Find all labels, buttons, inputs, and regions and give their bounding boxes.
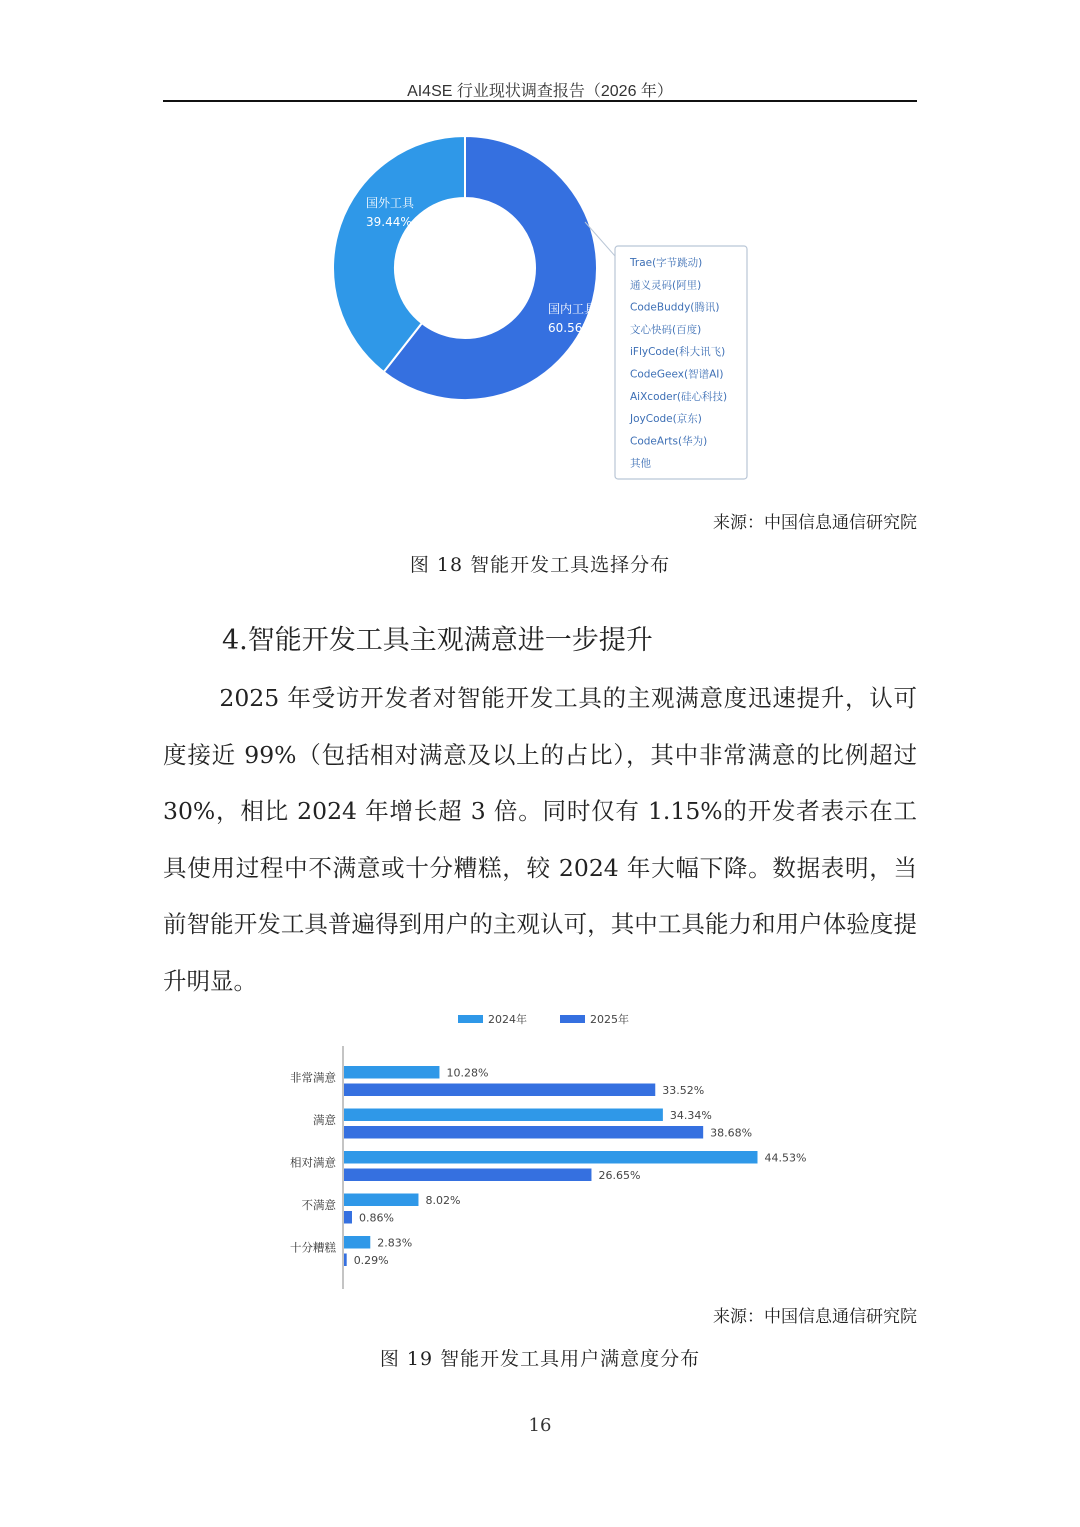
page-header: AI4SE 行业现状调查报告（2026 年）: [407, 83, 673, 100]
figure19-caption: 图 19 智能开发工具用户满意度分布: [379, 1348, 701, 1370]
bar-value-label: 0.86%: [358, 1211, 394, 1225]
tool-legend-item: CodeGeex(智谱AI): [630, 368, 724, 381]
bar-value-label: 26.65%: [598, 1169, 641, 1182]
category-label: 十分糟糕: [290, 1240, 336, 1255]
body-paragraph: 2025 年受访开发者对智能开发工具的主观满意度迅速提升，认可度接近 99%（包括相对满意及以上的占比），其中非常满意的比例超过 30%，相比 2024 年增长超 3 倍。同时仅有 1.15%的开发者表示在工具使用过程中不满意或十分糟糕，较 2024 年大幅下降。数据表明，当前智能开发工具普遍得到用户的主观认可，其中工具能力和用户体验度提升明显。: [163, 684, 917, 995]
donut-label-domestic: 国内工具: [548, 302, 597, 316]
donut-label-foreign: 国外工具: [366, 196, 415, 210]
bar-value-label: 2.83%: [377, 1236, 413, 1250]
tool-legend-item: 其他: [630, 457, 651, 470]
legend-swatch-2025年: [560, 1015, 585, 1023]
legend-label: 2024年: [488, 1013, 527, 1026]
header-rule: [163, 100, 917, 102]
tool-legend-item: Trae(字节跳动): [630, 257, 703, 269]
bar-value-label: 10.28%: [446, 1066, 489, 1080]
tool-legend-item: 文心快码(百度): [630, 323, 702, 336]
bar-2025年: [344, 1211, 352, 1224]
bar-2025年: [344, 1254, 347, 1267]
tool-legend-item: iFlyCode(科大讯飞): [630, 346, 726, 359]
bar-value-label: 34.34%: [669, 1109, 712, 1122]
bar-chart: [270, 1000, 830, 1295]
category-label: 相对满意: [290, 1155, 336, 1170]
tool-legend-item: CodeArts(华为): [630, 435, 708, 448]
page-number: 16: [528, 1415, 552, 1436]
bar-2024年: [344, 1066, 439, 1079]
bar-2025年: [344, 1084, 655, 1097]
tool-legend-item: JoyCode(京东): [630, 413, 702, 426]
bar-2024年: [344, 1236, 370, 1249]
bar-value-label: 33.52%: [662, 1084, 705, 1097]
category-label: 不满意: [301, 1198, 336, 1212]
legend-swatch-2024年: [458, 1015, 483, 1023]
bar-2024年: [344, 1194, 418, 1207]
donut-chart: [320, 135, 760, 485]
bar-2024年: [344, 1109, 663, 1122]
figure18-source: 来源：中国信息通信研究院: [713, 513, 917, 533]
tool-legend-item: 通义灵码(阿里): [630, 279, 702, 292]
tool-legend-item: AiXcoder(硅心科技): [630, 390, 728, 403]
section-heading: 4.智能开发工具主观满意进一步提升: [222, 625, 653, 656]
tool-legend-item: CodeBuddy(腾讯): [630, 301, 720, 314]
legend-label: 2025年: [590, 1013, 629, 1026]
category-label: 满意: [313, 1113, 336, 1127]
bar-value-label: 8.02%: [425, 1194, 461, 1207]
figure18-caption: 图 18 智能开发工具选择分布: [409, 554, 671, 576]
bar-2025年: [344, 1169, 591, 1182]
donut-value-foreign: 39.44%: [366, 215, 412, 229]
category-label: 非常满意: [290, 1070, 336, 1085]
bar-2024年: [344, 1151, 758, 1164]
figure19-source: 来源：中国信息通信研究院: [713, 1307, 917, 1327]
bar-value-label: 44.53%: [764, 1151, 807, 1165]
bar-2025年: [344, 1126, 703, 1139]
bar-value-label: 0.29%: [353, 1254, 389, 1267]
bar-value-label: 38.68%: [710, 1126, 753, 1140]
donut-value-domestic: 60.56%: [548, 321, 594, 335]
